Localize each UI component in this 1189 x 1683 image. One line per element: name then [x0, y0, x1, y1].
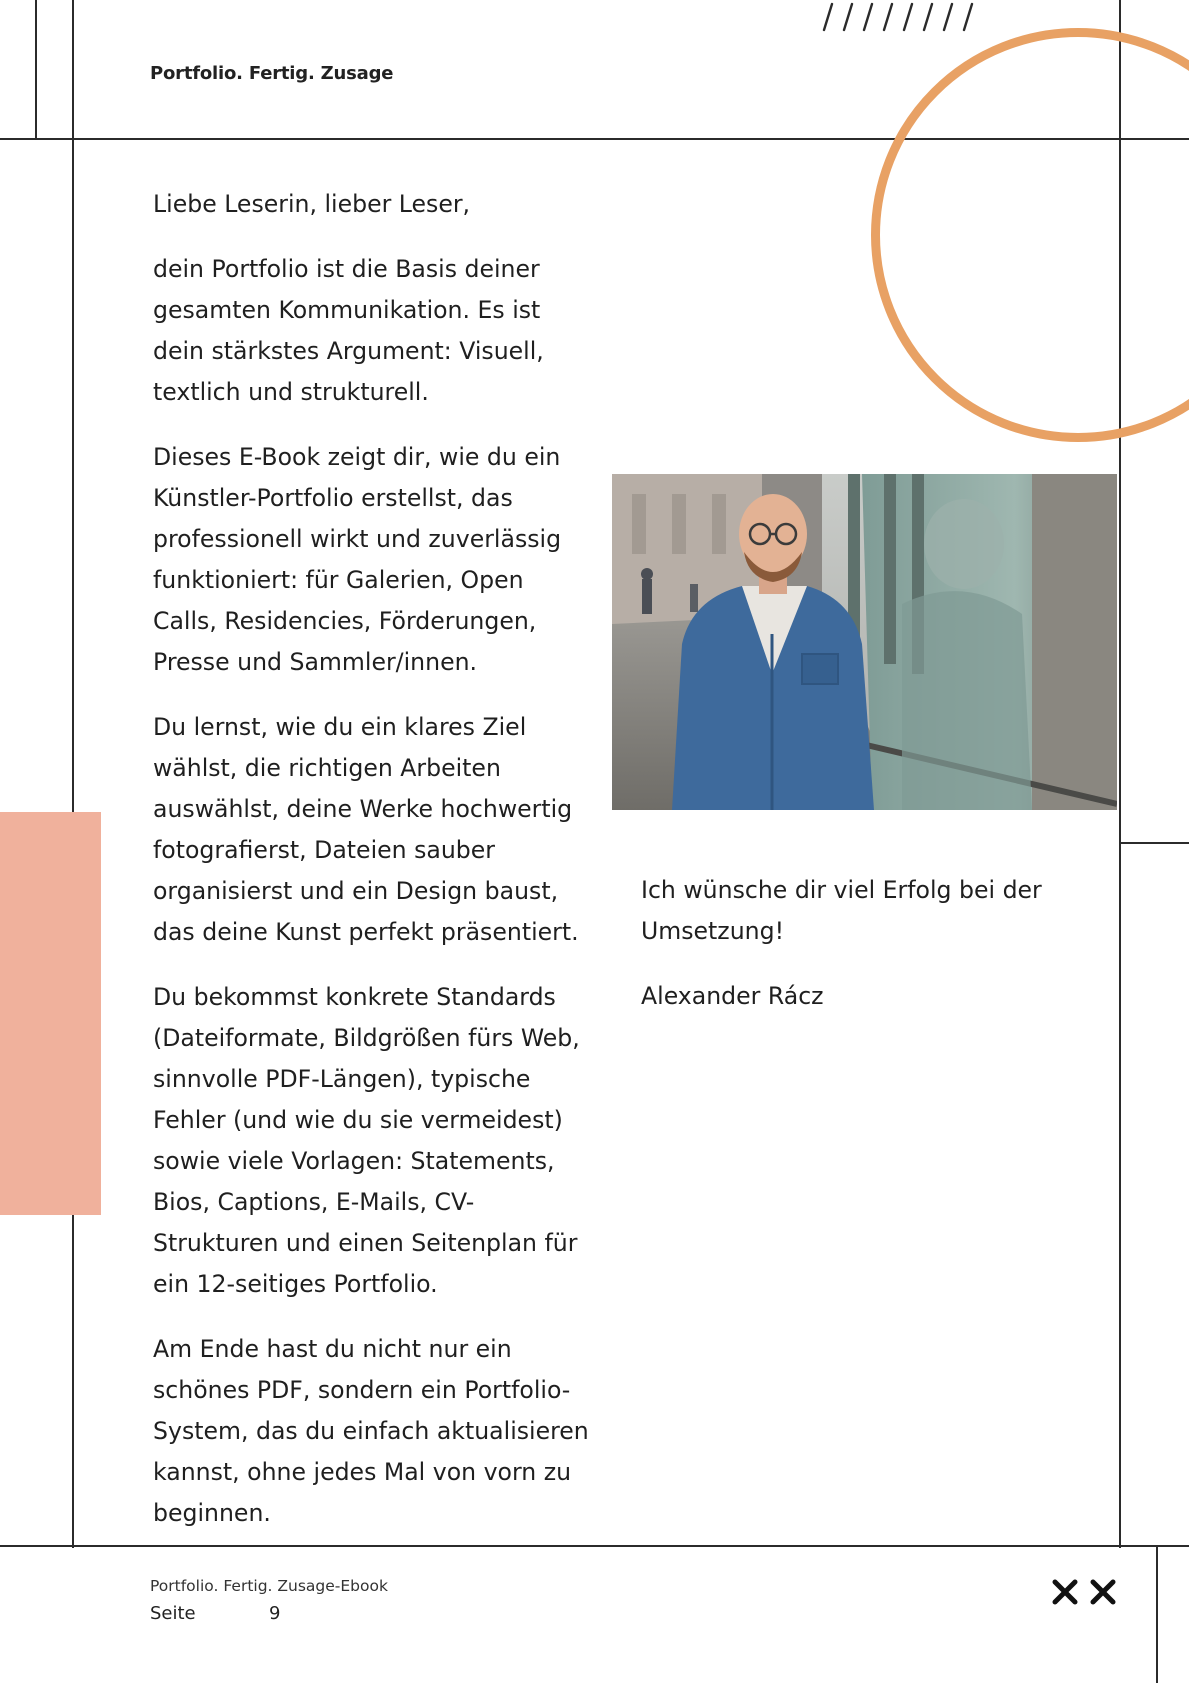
header-title: Portfolio. Fertig. Zusage [150, 63, 394, 84]
side-rule-right [1119, 842, 1189, 844]
decorative-block [0, 812, 101, 1215]
letter-paragraph: Dieses E-Book zeigt dir, wie du ein Künstler-Portfolio erstellst, das professionell wirkt und zuverlässig funktioniert: für Galerien, Open Calls, Residencies, Förderungen, Presse und Sammler/innen. [153, 443, 562, 676]
footer-line-right [1156, 1545, 1158, 1683]
letter-paragraph: Am Ende hast du nicht nur ein schönes PDF, sondern ein Portfolio-System, das du einfach aktualisieren kannst, ohne jedes Mal von vorn zu beginnen. [153, 1335, 589, 1527]
signature: Alexander Rácz [641, 982, 824, 1010]
letter-paragraph: dein Portfolio ist die Basis deiner gesamten Kommunikation. Es ist dein stärkstes Argument: Visuell, textlich und strukturell. [153, 255, 544, 406]
frame-line-left-outer [35, 0, 37, 140]
x-icon [1051, 1578, 1117, 1606]
closing-wish: Ich wünsche dir viel Erfolg bei der Umsetzung! [641, 876, 1042, 945]
letter-body [153, 184, 593, 1558]
page-number: 9 [269, 1603, 281, 1624]
frame-line-left-inner [72, 0, 74, 1548]
letter-salutation: Liebe Leserin, lieber Leser, [153, 190, 471, 218]
author-photo [612, 474, 1117, 810]
author-photo-illustration [612, 474, 1117, 810]
decorative-circle [871, 28, 1189, 442]
slash-marks-decoration [814, 0, 974, 34]
page-label: Seite [150, 1603, 196, 1624]
footer-title: Portfolio. Fertig. Zusage-Ebook [150, 1577, 388, 1595]
letter-paragraph: Du lernst, wie du ein klares Ziel wählst, die richtigen Arbeiten auswählst, deine Werke hochwertig fotografierst, Dateien sauber organisierst und ein Design baust, das deine Kunst perfekt präsentiert. [153, 713, 579, 946]
closing-block [641, 870, 1081, 1041]
letter-paragraph: Du bekommst konkrete Standards (Dateiformate, Bildgrößen fürs Web, sinnvolle PDF-Längen), typische Fehler (und wie du sie vermeidest) sowie viele Vorlagen: Statements, Bios, Captions, E-Mails, CV-Strukturen und einen Seitenplan für ein 12-seitiges Portfolio. [153, 983, 580, 1298]
